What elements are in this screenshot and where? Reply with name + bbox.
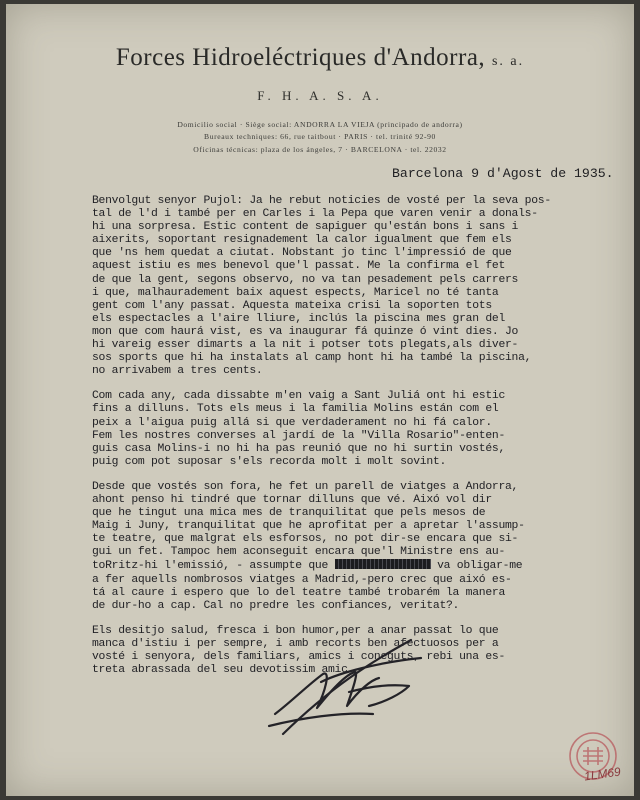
redacted-line-tail: va obligar-me <box>430 560 523 573</box>
text-line: Com cada any, cada dissabte m'en vaig a Sant Juliá ont hi estic <box>92 390 505 403</box>
text-line: toRritz-hi l'emissió, - assumpte que va obligar-me <box>92 560 523 573</box>
text-line: de que la gent, segons observo, no va tan pesadement pels carrers <box>92 273 519 286</box>
text-line: Benvolgut senyor Pujol: Ja he rebut noticies de vosté per la seva pos- <box>92 195 551 207</box>
text-line: vosté i senyora, dels familiars, amics i coneguts, rebi una es- <box>92 651 505 663</box>
text-line: guis casa Molins-i no hi ha pas reunió que no hi surtin vostés, <box>92 442 505 455</box>
company-name-text: Forces Hidroeléctriques d'Andorra, <box>115 44 486 71</box>
text-line: sos sports que hi ha instalats al camp hont hi ha també la piscina, <box>92 352 532 365</box>
text-line: gent com l'any passat. Aquesta mateixa crisi la soporten tots <box>92 299 492 312</box>
text-line: Maig i Juny, tranquilitat que he aprofitat per a apretar l'assump- <box>92 520 525 533</box>
company-acronym: F. H. A. S. A. <box>257 88 383 103</box>
text-line: aquest istiu es mes benevol que'l passat. Me la confirma el fet <box>92 260 505 273</box>
text-line: tá al caure i espero que lo del teatre també trobarém la manera <box>92 586 505 599</box>
letter-page <box>6 4 634 796</box>
letter-paragraph <box>92 481 592 613</box>
text-line: manca d'istiu i per sempre, i amb recorts ben afectuosos per a <box>92 637 499 650</box>
text-line: te teatre, que malgrat els esforsos, no pot dir-se encara que si- <box>92 533 519 546</box>
letter-paragraph <box>92 390 592 469</box>
company-name <box>6 44 634 72</box>
text-line: treta abrassada del seu devotissim amic <box>92 664 348 677</box>
company-suffix: s. a. <box>491 54 525 69</box>
text-line: gui un fet. Tampoc hem aconseguit encara que'l Ministre ens au- <box>92 546 505 559</box>
handwritten-signature <box>261 622 431 742</box>
text-line: peix a l'aigua puig allá si que verdaderament no hi fá calor. <box>92 416 492 429</box>
text-line: Fem les nostres converses al jardí de la "Villa Rosario"-enten- <box>92 429 505 442</box>
text-line: Desde que vostés son fora, he fet un parell de viatges a Andorra, <box>92 480 519 493</box>
text-line: puig com pot suposar s'els recorda molt i molt sovint. <box>92 455 446 468</box>
text-line: que 'ns hem quedat a ciutat. Nobstant jo tinc l'impressió de que <box>92 247 512 260</box>
text-line: i que, malhauradement baix aquest espects, Maricel no té tanta <box>92 286 499 299</box>
text-line: Els desitjo salud, fresca i bon humor,per a anar passat lo que <box>92 624 499 637</box>
text-line: que he tingut una mica mes de tranquilitat que pels mesos de <box>92 507 486 520</box>
text-line: fins a dilluns. Tots els meus i la familia Molins están com el <box>92 403 499 416</box>
text-line: hi una sorpresa. Estic content de sapiguer qu'están bons i sans i <box>92 221 519 234</box>
address-line-registered: Domicilio social · Siège social: ANDORRA LA VIEJA (principado de andorra) <box>177 120 463 129</box>
text-line: de dur-ho a cap. Cal no predre les confiances, veritat?. <box>92 599 460 612</box>
text-line: mon que com haurá vist, es va inaugurar fá quinze ó vint dies. Jo <box>92 325 519 338</box>
letter-paragraph <box>92 195 592 378</box>
text-line: a fer aquells nombrosos viatges a Madrid,-pero crec que aixó es- <box>92 573 512 586</box>
redaction-bar <box>335 559 431 569</box>
text-line: hi vareig esser dimarts a la nit i potser tots plegats,als diver- <box>92 339 519 352</box>
address-line-paris: Bureaux techniques: 66, rue taitbout · PARIS · tel. trinité 92-90 <box>204 132 436 141</box>
archive-reference: 1LM69 <box>583 764 622 784</box>
address-line-barcelona: Oficinas técnicas: plaza de los ángeles, 7 · BARCELONA · tel. 22032 <box>193 145 447 154</box>
text-line: no arrivabem a tres cents. <box>92 365 263 378</box>
letter-date: Barcelona 9 d'Agost de 1935. <box>392 166 614 181</box>
text-line: ahont penso hi tindré que tornar dilluns que vé. Aixó vol dir <box>92 493 492 506</box>
text-line: tal de l'd i també per en Carles i la Pepa que varen venir a donals- <box>92 208 538 221</box>
letter-body <box>92 195 592 689</box>
text-line: els espectacles a l'aire lliure, inclús la piscina mes gran del <box>92 312 505 325</box>
text-line: aixerits, soportant resignadement la calor igualment que fem els <box>92 234 512 247</box>
